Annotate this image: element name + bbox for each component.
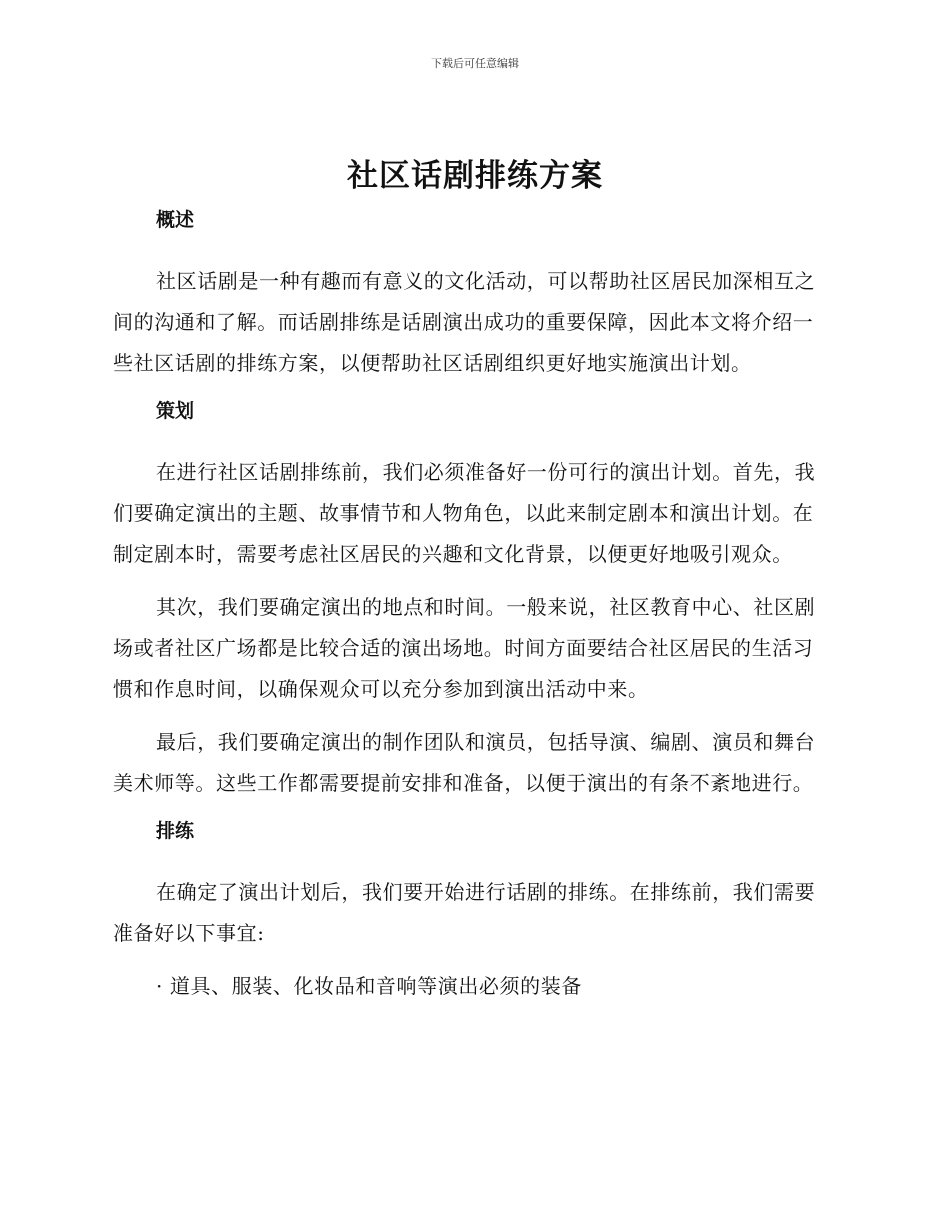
section-heading-overview: 概述: [156, 209, 195, 231]
section-heading-planning: 策划: [156, 400, 195, 422]
paragraph-planning-3: 最后，我们要确定演出的制作团队和演员，包括导演、编剧、演员和舞台美术师等。这些工作都需要提前安排和准备，以便于演出的有条不紊地进行。: [113, 730, 816, 795]
document-body: [113, 205, 831, 1007]
paragraph-rehearsal-1: 在确定了演出计划后，我们要开始进行话剧的排练。在排练前，我们需要准备好以下事宜:: [113, 880, 816, 945]
bullet-item-equipment: · 道具、服装、化妆品和音响等演出必须的装备: [156, 974, 582, 998]
page-header-note: 下载后可任意编辑: [431, 57, 519, 70]
paragraph-overview: 社区话剧是一种有趣而有意义的文化活动，可以帮助社区居民加深相互之间的沟通和了解。而话剧排练是话剧演出成功的重要保障，因此本文将介绍一些社区话剧的排练方案，以便帮助社区话剧组织更好地实施演出计划。: [113, 269, 816, 375]
section-heading-rehearsal: 排练: [156, 820, 195, 842]
paragraph-planning-2: 其次，我们要确定演出的地点和时间。一般来说，社区教育中心、社区剧场或者社区广场都是比较合适的演出场地。时间方面要结合社区居民的生活习惯和作息时间，以确保观众可以充分参加到演出活动中来。: [113, 595, 816, 701]
document-title: 社区话剧排练方案: [347, 158, 603, 194]
paragraph-planning-1: 在进行社区话剧排练前，我们必须准备好一份可行的演出计划。首先，我们要确定演出的主题、故事情节和人物角色，以此来制定剧本和演出计划。在制定剧本时，需要考虑社区居民的兴趣和文化背景，以便更好地吸引观众。: [113, 460, 816, 566]
